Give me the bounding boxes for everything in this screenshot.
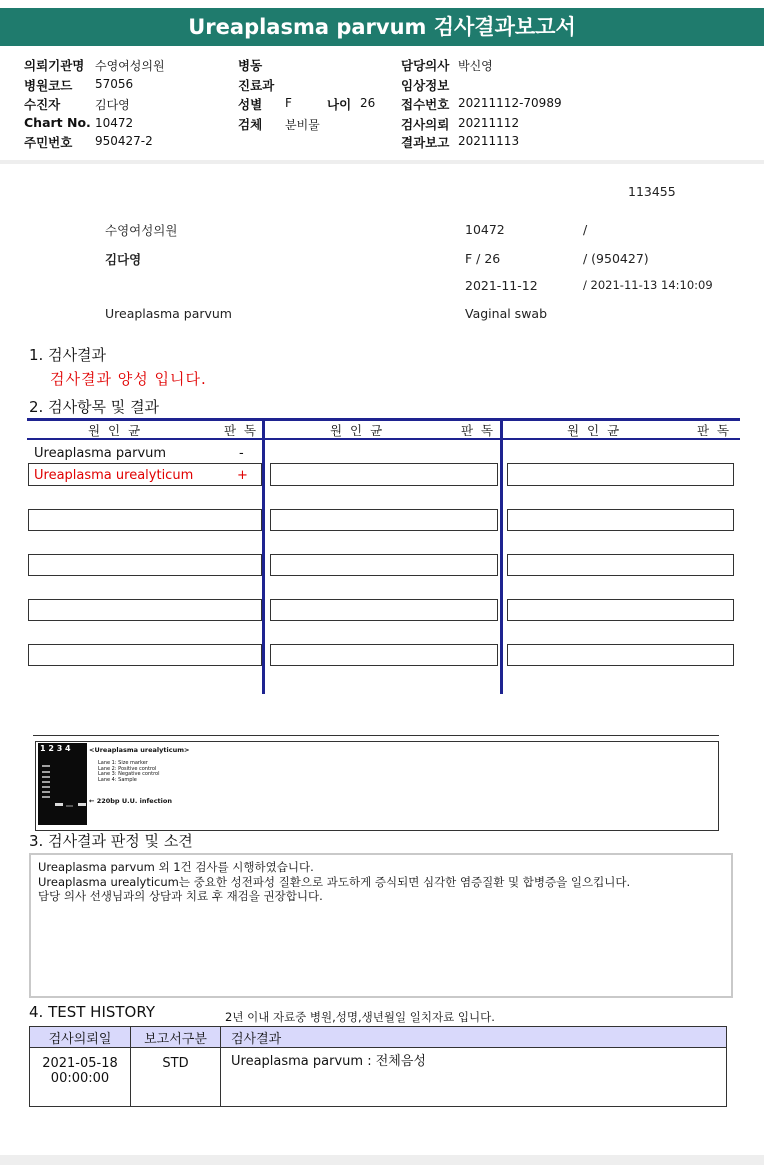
sex-value: F [285, 96, 292, 110]
receipt-value: 20211112-70989 [458, 96, 562, 110]
page-bottom-bar [0, 1155, 764, 1165]
empty-cell [28, 554, 262, 576]
history-result: Ureaplasma parvum : 전체음성 [231, 1054, 426, 1069]
report-code: 113455 [628, 184, 676, 199]
section1-title: 1. 검사결과 [29, 346, 107, 364]
history-header-result: 검사결과 [221, 1027, 727, 1048]
summary-chart: 10472 [465, 222, 505, 237]
summary-slash: / [583, 222, 588, 237]
empty-cell [28, 599, 262, 621]
section3-title: 3. 검사결과 판정 및 소견 [29, 832, 193, 850]
column-header-judgement: 판 독 [697, 423, 732, 438]
results-column-divider [500, 418, 503, 694]
history-type: STD [162, 1056, 189, 1071]
request-label: 검사의뢰 [401, 117, 450, 132]
gel-electrophoresis-image [38, 743, 87, 825]
column-header-organism: 원 인 균 [88, 423, 143, 438]
ward-label: 병동 [238, 58, 263, 73]
report-date-value: 20211113 [458, 134, 520, 148]
report-title: Ureaplasma parvum 검사결과보고서 [188, 15, 576, 39]
gel-top-rule [33, 735, 719, 736]
history-date: 2021-05-18 [42, 1056, 118, 1071]
summary-clinic: 수영여성의원 [105, 223, 178, 238]
summary-received: 2021-11-12 [465, 278, 538, 293]
section4-title: 4. TEST HISTORY [29, 1003, 155, 1021]
empty-cell [507, 554, 734, 576]
gel-title: <Ureaplasma urealyticum> [89, 746, 190, 754]
column-header-organism: 원 인 균 [567, 423, 622, 438]
results-column-divider [262, 418, 265, 694]
gel-legend [98, 761, 160, 783]
gel-band-label: ← 220bp U.U. infection [89, 797, 172, 805]
empty-cell [507, 463, 734, 486]
gel-image-frame [35, 741, 719, 831]
empty-cell [507, 599, 734, 621]
summary-test: Ureaplasma parvum [105, 306, 232, 321]
gel-bands [38, 743, 87, 825]
gel-legend-item: Lane 3: Negative control [98, 771, 160, 777]
history-header-type: 보고서구분 [131, 1027, 221, 1048]
history-result-cell [221, 1048, 727, 1107]
chart-no-label: Chart No. [24, 115, 91, 130]
opinion-line: Ureaplasma parvum 외 1건 검사를 시행하였습니다. [38, 860, 314, 874]
opinion-line: 담당 의사 선생님과의 상담과 치료 후 재검을 권장합니다. [38, 889, 323, 903]
receipt-label: 접수번호 [401, 97, 450, 112]
empty-cell [270, 644, 498, 666]
history-type-cell [131, 1048, 221, 1107]
report-date-label: 결과보고 [401, 135, 450, 150]
history-table [29, 1026, 727, 1107]
specimen-label: 검체 [238, 117, 263, 132]
doctor-label: 담당의사 [401, 58, 450, 73]
empty-cell [507, 644, 734, 666]
table-row [30, 1048, 727, 1107]
age-value: 26 [360, 96, 376, 110]
gel-legend-item: Lane 4: Sample [98, 776, 137, 783]
summary-specimen: Vaginal swab [465, 306, 548, 321]
section2-title: 2. 검사항목 및 결과 [29, 398, 160, 416]
resident-no-label: 주민번호 [24, 135, 73, 150]
summary-reported: / 2021-11-13 14:10:09 [583, 278, 713, 292]
history-header-date: 검사의뢰일 [30, 1027, 131, 1048]
empty-cell [270, 509, 498, 531]
gel-lane-numbers: 1 2 3 4 [40, 744, 71, 753]
column-header-judgement: 판 독 [224, 423, 259, 438]
request-value: 20211112 [458, 116, 520, 130]
patient-label: 수진자 [24, 97, 61, 112]
result-row-judgement: + [237, 468, 248, 483]
opinion-text [38, 860, 630, 904]
summary-name: 김다영 [105, 252, 142, 267]
gel-legend-item: Lane 2: Positive control [98, 765, 157, 772]
empty-cell [28, 644, 262, 666]
summary-birth: / (950427) [583, 251, 649, 266]
hospital-code-label: 병원코드 [24, 78, 73, 93]
summary-sex-age: F / 26 [465, 251, 501, 266]
empty-cell [507, 509, 734, 531]
column-header-judgement: 판 독 [461, 423, 496, 438]
gel-legend-item: Lane 1: Size marker [98, 760, 148, 766]
resident-no-value: 950427-2 [95, 134, 153, 148]
specimen-value: 분비물 [285, 118, 320, 132]
empty-cell [270, 463, 498, 486]
result-row-judgement: - [239, 446, 244, 461]
hospital-code-value: 57056 [95, 77, 134, 91]
column-header-organism: 원 인 균 [330, 423, 385, 438]
result-row-organism: Ureaplasma parvum [34, 446, 167, 461]
clinical-label: 임상정보 [401, 78, 450, 93]
history-time: 00:00:00 [50, 1071, 110, 1086]
history-note: 2년 이내 자료중 병원,성명,생년월일 일치자료 입니다. [225, 1010, 495, 1024]
header-separator [0, 160, 764, 164]
patient-value: 김다영 [95, 98, 130, 112]
age-label: 나이 [327, 97, 352, 112]
institution-label: 의뢰기관명 [24, 58, 85, 73]
opinion-line: Ureaplasma urealyticum는 중요한 성전파성 질환으로 과도하게 증식되면 심각한 염증질환 및 합병증을 일으킵니다. [38, 874, 631, 889]
empty-cell [28, 509, 262, 531]
institution-value: 수영여성의원 [95, 59, 165, 73]
empty-cell [270, 554, 498, 576]
dept-label: 진료과 [238, 78, 275, 93]
history-header-row [30, 1027, 727, 1048]
result-row-organism: Ureaplasma urealyticum [34, 468, 194, 483]
chart-no-value: 10472 [95, 116, 134, 130]
empty-cell [270, 599, 498, 621]
sex-label: 성별 [238, 97, 263, 112]
history-date-cell [30, 1048, 131, 1107]
section1-result: 검사결과 양성 입니다. [50, 370, 207, 388]
doctor-value: 박신영 [458, 59, 493, 73]
